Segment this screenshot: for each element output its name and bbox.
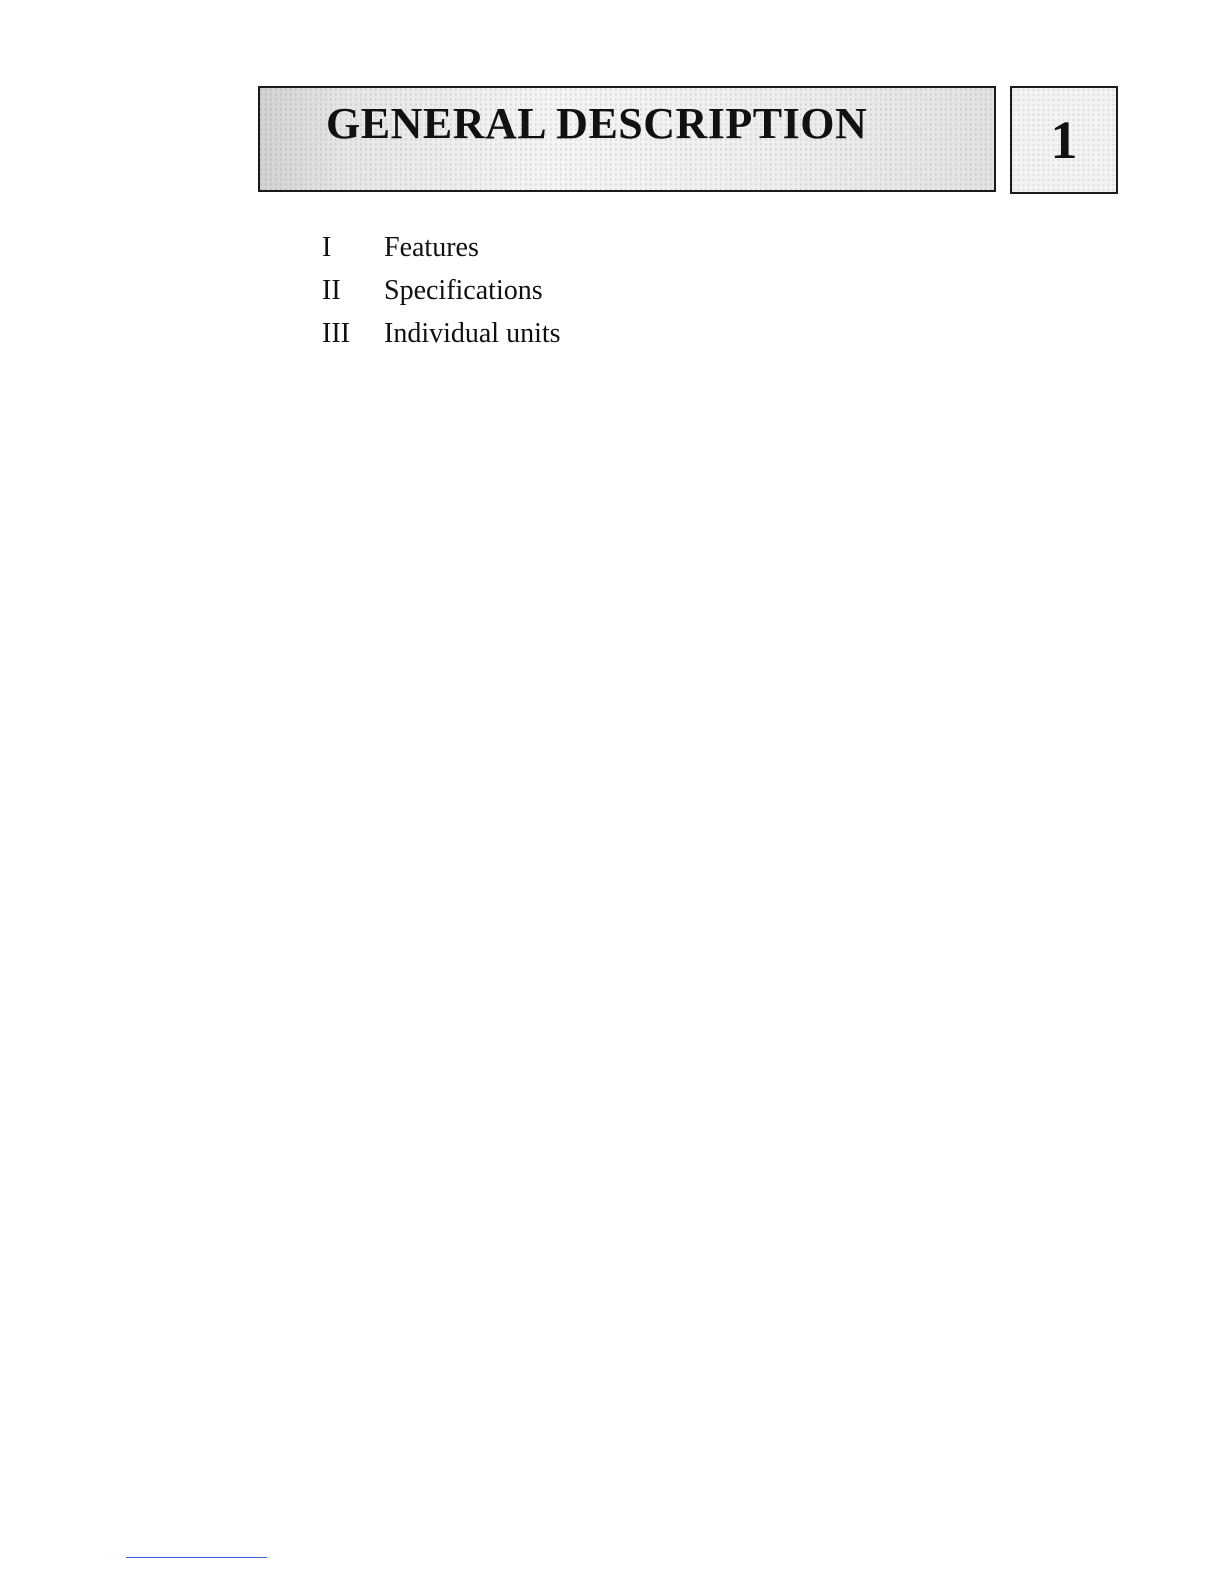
- contents-item-numeral: III: [322, 317, 350, 349]
- footer-rule: [126, 1557, 267, 1558]
- chapter-number-box: [1010, 86, 1118, 194]
- contents-item-label: Individual units: [384, 317, 561, 349]
- contents-item-numeral: I: [322, 231, 332, 263]
- contents-item-numeral: II: [322, 274, 341, 306]
- chapter-title: GENERAL DESCRIPTION: [326, 99, 868, 148]
- contents-item-label: Features: [384, 231, 479, 263]
- contents-item-label: Specifications: [384, 274, 543, 306]
- chapter-contents-list: [322, 226, 561, 355]
- contents-item: [322, 269, 561, 312]
- chapter-title-box: [258, 86, 996, 192]
- chapter-number: 1: [1050, 110, 1078, 170]
- contents-item: [322, 312, 561, 355]
- contents-item: [322, 226, 561, 269]
